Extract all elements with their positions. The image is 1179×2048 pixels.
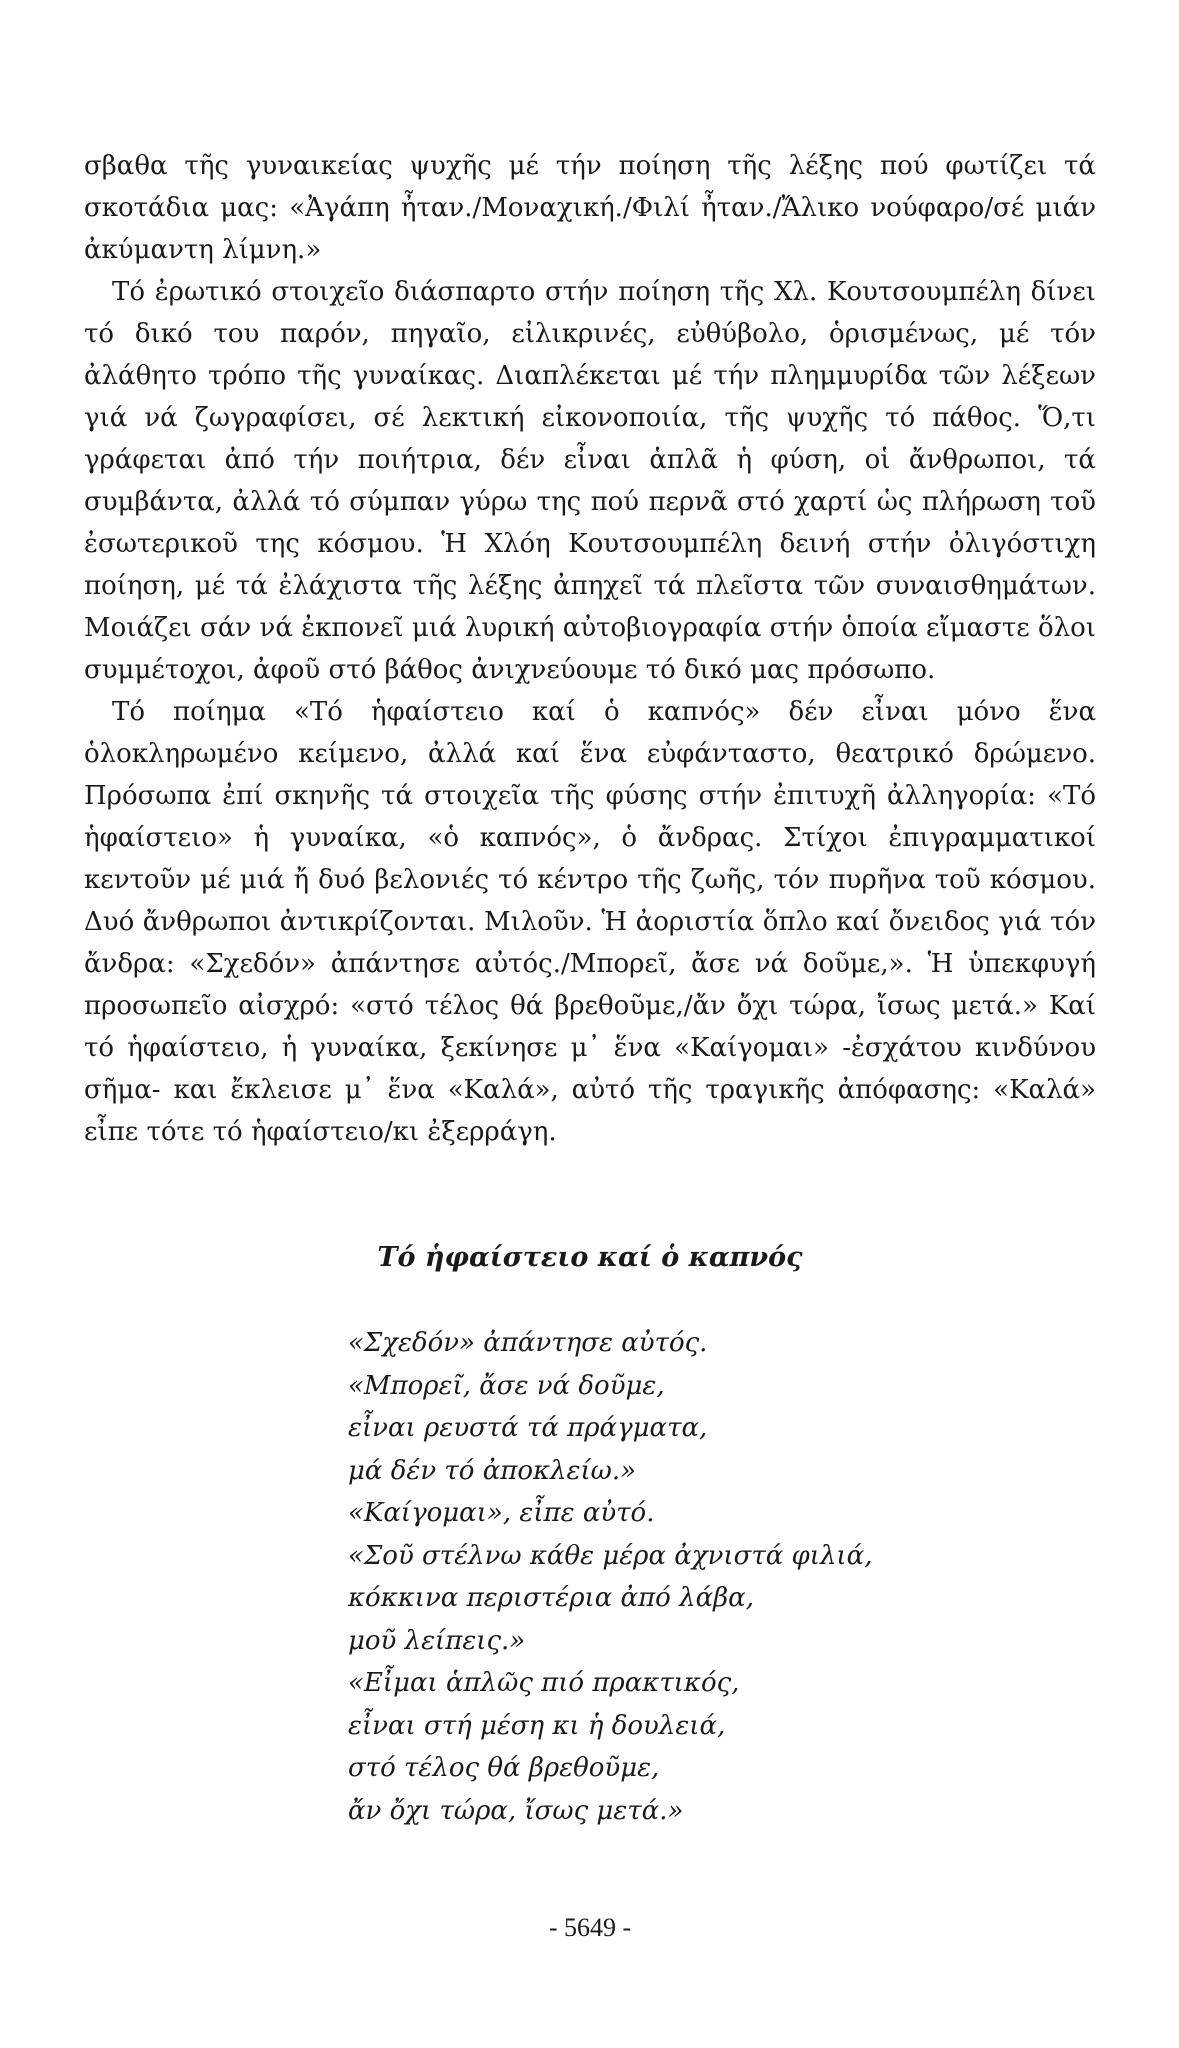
paragraph-continuation: σβαθα τῆς γυναικείας ψυχῆς μέ τήν ποίηση τῆς λέξης πού φωτίζει τά σκοτάδια μας: «Ἀγάπη ἦταν./Μοναχική./Φιλί ἦταν./Ἄλικο νούφαρο/σέ μιάν ἀκύμαντη λίμνη.» (84, 151, 1096, 265)
page-number: - 5649 - (548, 1913, 632, 1942)
paragraph-poem-analysis: Τό ποίημα «Τό ἡφαίστειο καί ὁ καπνός» δέν εἶναι μόνο ἕνα ὁλοκληρωμένο κείμενο, ἀλλά καί ἕνα εὐφάνταστο, θεατρικό δρώμενο. Πρόσωπα ἐπί σκηνῆς τά στοιχεῖα τῆς φύσης στήν ἐπιτυχῆ ἀλληγορία: «Τό ἡφαίστειο» ἡ γυναίκα, «ὁ καπνός», ὁ ἄνδρας. Στίχοι ἐπιγραμματικοί κεντοῦν μέ μιά ἤ δυό βελονιές τό κέντρο τῆς ζωῆς, τόν πυρῆνα τοῦ κόσμου. Δυό ἄνθρωποι ἀντικρίζονται. Μιλοῦν. Ἡ ἀοριστία ὅπλο καί ὄνειδος γιά τόν ἄνδρα: «Σχεδόν» ἀπάντησε αὐτός./Μπορεῖ, ἄσε νά δοῦμε,». Ἡ ὑπεκφυγή προσωπεῖο αἰσχρό: «στό τέλος θά βρεθοῦμε,/ἄν ὄχι τώρα, ἴσως μετά.» Καί τό ἡφαίστειο, ἡ γυναίκα, ξεκίνησε μ᾿ ἕνα «Καίγομαι» -ἐσχάτου κινδύνου σῆμα- και ἔκλεισε μ᾿ ἕνα «Καλά», αὐτό τῆς τραγικῆς ἀπόφασης: «Καλά» εἶπε τότε τό ἡφαίστειο/κι ἐξερράγη. (84, 697, 1096, 1147)
poem-line: «Σχεδόν» ἀπάντησε αὐτός. (348, 1328, 708, 1358)
poem-title: Τό ἡφαίστειο καί ὁ καπνός (377, 1242, 803, 1273)
poem-line: «Μπορεῖ, ἄσε νά δοῦμε, (348, 1370, 665, 1401)
poem-line: εἶναι στή μέση κι ἡ δουλειά, (348, 1710, 726, 1741)
poem-line: μά δέν τό ἀποκλείω.» (348, 1455, 637, 1486)
poem-line: εἶναι ρευστά τά πράγματα, (348, 1413, 708, 1443)
poem-line: «Σοῦ στέλνω κάθε μέρα ἀχνιστά φιλιά, (348, 1540, 873, 1571)
poem-line: στό τέλος θά βρεθοῦμε, (348, 1753, 660, 1783)
poem-lines (348, 1322, 872, 1832)
essay-body (84, 145, 1096, 1153)
paragraph-erotic-element: Τό ἐρωτικό στοιχεῖο διάσπαρτο στήν ποίηση τῆς Χλ. Κουτσουμπέλη δίνει τό δικό του παρόν, πηγαῖο, εἰλικρινές, εὐθύβολο, ὁρισμένως, μέ τόν ἀλάθητο τρόπο τῆς γυναίκας. Διαπλέκεται μέ τήν πλημμυρίδα τῶν λέξεων γιά νά ζωγραφίσει, σέ λεκτική εἰκονοποιία, τῆς ψυχῆς τό πάθος. Ὅ,τι γράφεται ἀπό τήν ποιήτρια, δέν εἶναι ἁπλᾶ ἡ φύση, οἱ ἄνθρωποι, τά συμβάντα, ἀλλά τό σύμπαν γύρω της πού περνᾶ στό χαρτί ὡς πλήρωση τοῦ ἐσωτερικοῦ της κόσμου. Ἡ Χλόη Κουτσουμπέλη δεινή στήν ὀλιγόστιχη ποίηση, μέ τά ἐλάχιστα τῆς λέξης ἀπηχεῖ τά πλεῖστα τῶν συναισθημάτων. Μοιάζει σάν νά ἐκπονεῖ μιά λυρική αὐτοβιογραφία στήν ὁποία εἴμαστε ὅλοι συμμέτοχοι, ἀφοῦ στό βάθος ἀνιχνεύουμε τό δικό μας πρόσωπο. (84, 277, 1096, 685)
poem-line: «Καίγομαι», εἶπε αὐτό. (348, 1498, 655, 1528)
poem-line: ἄν ὄχι τώρα, ἴσως μετά.» (348, 1795, 684, 1826)
poem-line: κόκκινα περιστέρια ἀπό λάβα, (348, 1583, 754, 1613)
poem-line: «Εἶμαι ἁπλῶς πιό πρακτικός, (348, 1668, 740, 1698)
poem-line: μοῦ λείπεις.» (348, 1625, 526, 1656)
